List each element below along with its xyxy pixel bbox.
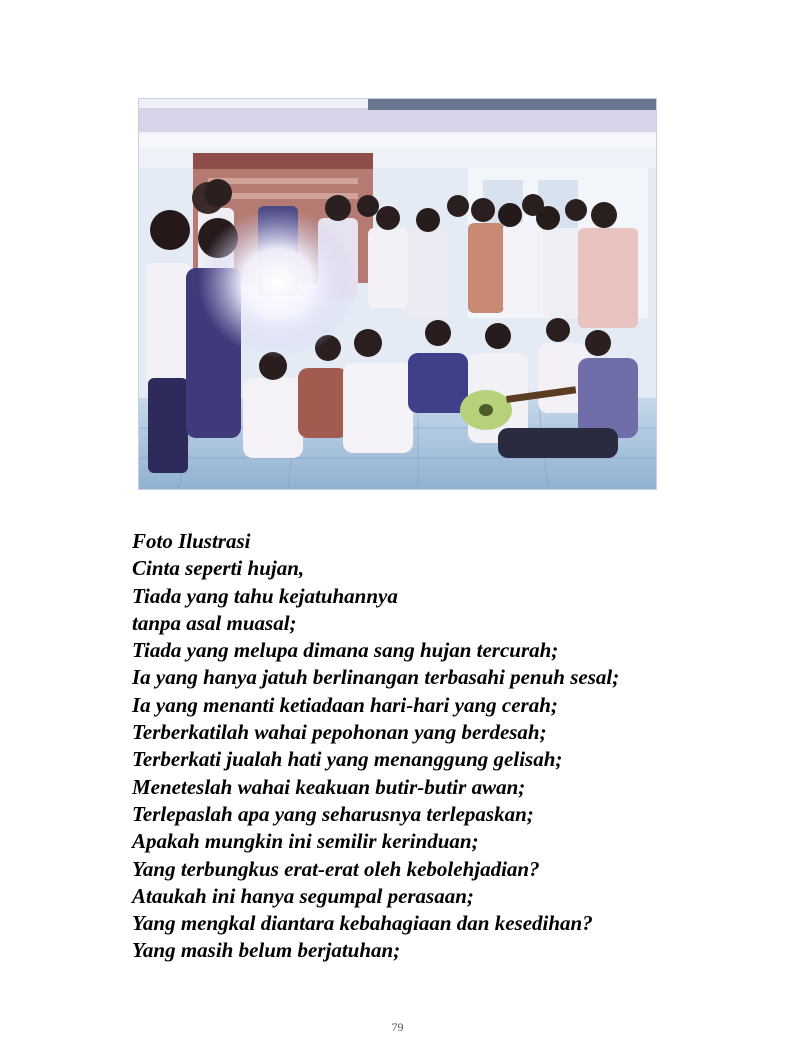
poem-line: tanpa asal muasal; xyxy=(132,610,297,635)
poem-line: Yang mengkal diantara kebahagiaan dan kesedihan? xyxy=(132,911,593,936)
caption: Foto Ilustrasi xyxy=(132,529,251,553)
poem-line: Ia yang menanti ketiadaan hari-hari yang cerah; xyxy=(132,692,558,717)
poem-line: Cinta seperti hujan, xyxy=(132,556,305,581)
poem-line: Terberkati jualah hati yang menanggung gelisah; xyxy=(132,747,563,772)
poem-line: Tiada yang melupa dimana sang hujan tercurah; xyxy=(132,638,559,663)
group-photo xyxy=(138,98,657,490)
poem-line: Yang terbungkus erat-erat oleh kebolehjadian? xyxy=(132,856,540,881)
page-number: 79 xyxy=(391,1020,404,1034)
poem-line: Ia yang hanya jatuh berlinangan terbasahi penuh sesal; xyxy=(132,665,620,690)
poem-line: Terberkatilah wahai pepohonan yang berdesah; xyxy=(132,720,547,745)
poem-line: Tiada yang tahu kejatuhannya xyxy=(132,583,398,608)
poem-line: Terlepaslah apa yang seharusnya terlepaskan; xyxy=(132,801,534,826)
poem-line: Meneteslah wahai keakuan butir-butir awan; xyxy=(132,774,526,799)
poem-line: Apakah mungkin ini semilir kerinduan; xyxy=(132,829,479,854)
poem-line: Yang masih belum berjatuhan; xyxy=(132,938,401,963)
poem xyxy=(132,528,732,965)
group-photo-image xyxy=(138,98,657,490)
poem-line: Ataukah ini hanya segumpal perasaan; xyxy=(132,883,474,908)
